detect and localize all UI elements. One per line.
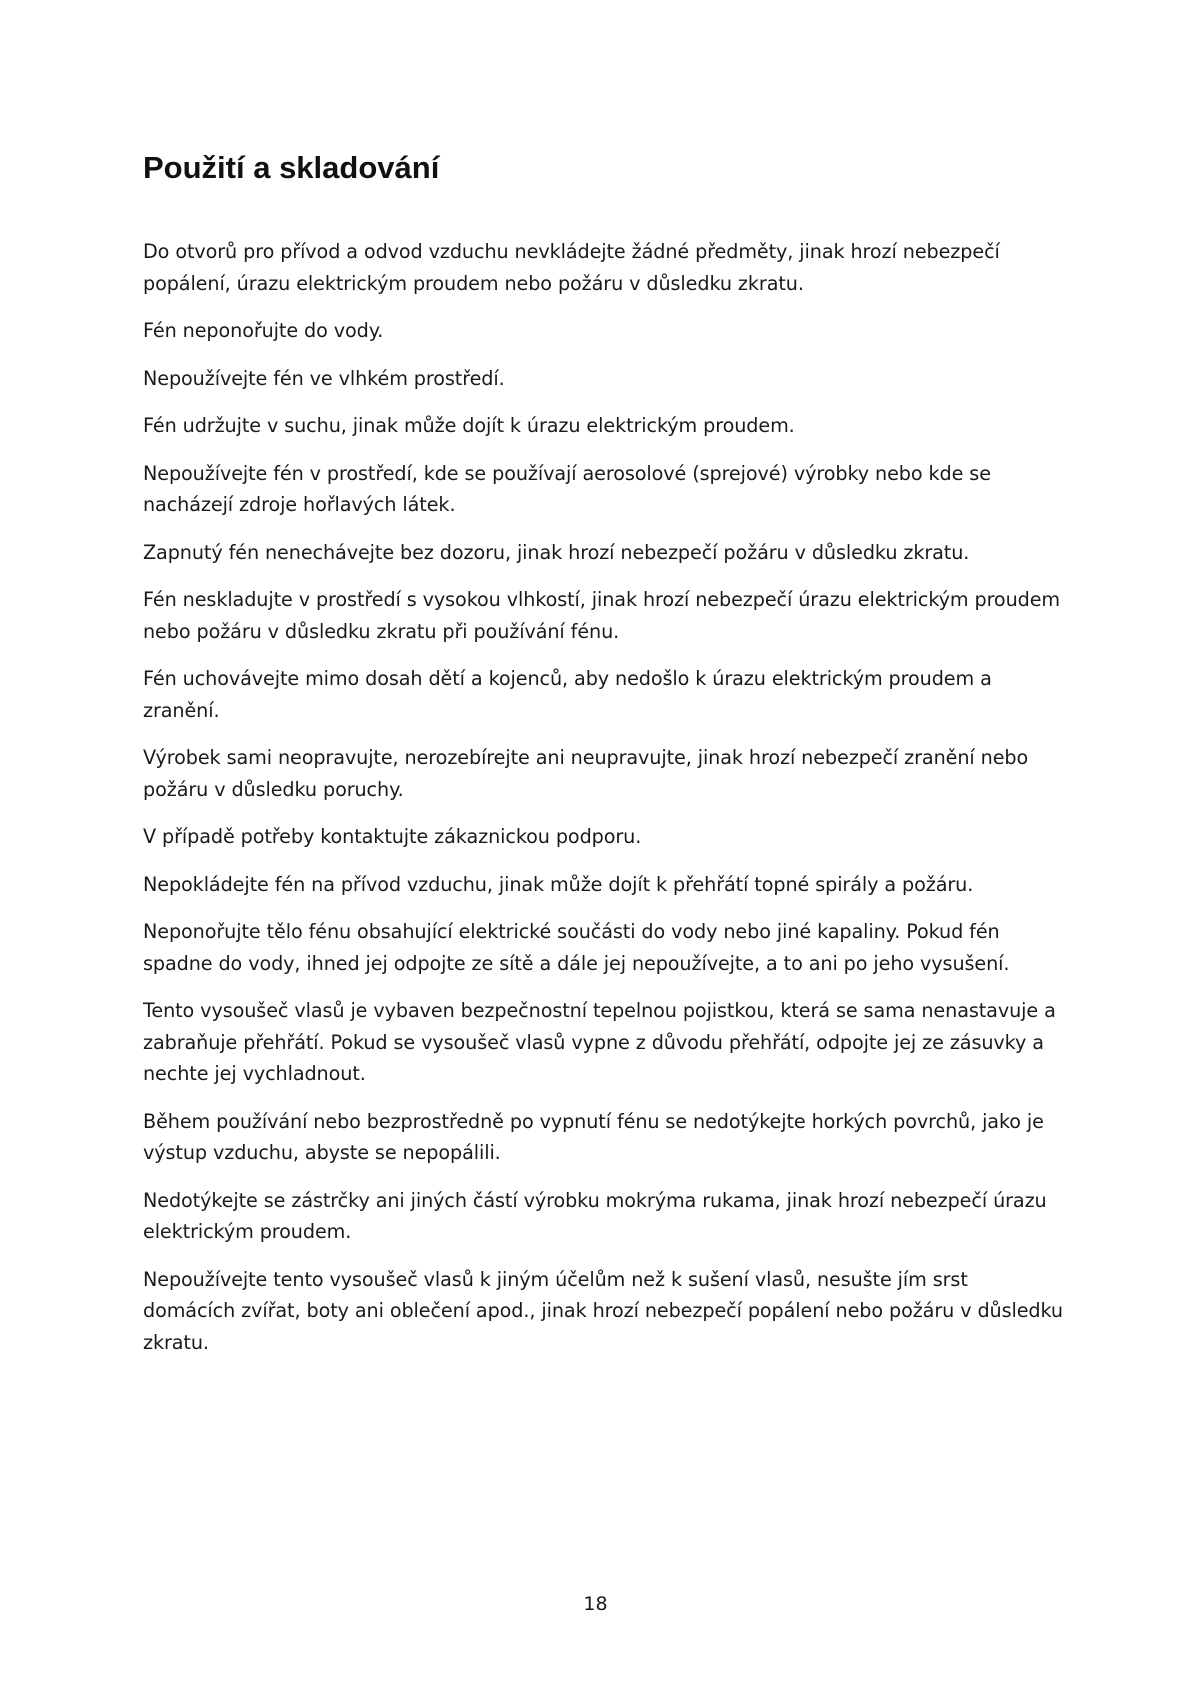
paragraph-unattended: Zapnutý fén nenechávejte bez dozoru, jinak hrozí nebezpečí požáru v důsledku zkratu. <box>143 540 970 564</box>
page-number: 18 <box>583 1593 608 1615</box>
paragraph-keep-dry: Fén udržujte v suchu, jinak může dojít k úrazu elektrickým proudem. <box>143 414 795 437</box>
paragraph-storage-humidity: Fén neskladujte v prostředí s vysokou vlhkostí, jinak hrozí nebezpečí úrazu elektrickým proudem nebo požáru v důsledku zkratu při používání fénu. <box>143 588 1061 643</box>
paragraph-aerosols: Nepoužívejte fén v prostředí, kde se používají aerosolové (sprejové) výrobky nebo kde se nacházejí zdroje hořlavých látek. <box>143 461 991 516</box>
paragraph-hot-surfaces: Během používání nebo bezprostředně po vypnutí fénu se nedotýkejte horkých povrchů, jako je výstup vzduchu, abyste se nepopálili. <box>143 1109 1044 1164</box>
page-content <box>143 150 1063 1374</box>
paragraph-air-openings: Do otvorů pro přívod a odvod vzduchu nevkládejte žádné předměty, jinak hrozí nebezpečí popálení, úrazu elektrickým proudem nebo požáru v důsledku zkratu. <box>143 240 1000 295</box>
paragraph-intended-use: Nepoužívejte tento vysoušeč vlasů k jiným účelům než k sušení vlasů, nesušte jím srst domácích zvířat, boty ani oblečení apod., jinak hrozí nebezpečí popálení nebo požáru v důsledku zkratu. <box>143 1267 1063 1354</box>
paragraph-no-repair: Výrobek sami neopravujte, nerozebírejte ani neupravujte, jinak hrozí nebezpečí zranění nebo požáru v důsledku poruchy. <box>143 746 1029 801</box>
paragraph-air-intake: Nepokládejte fén na přívod vzduchu, jinak může dojít k přehřátí topné spirály a požáru. <box>143 872 974 896</box>
paragraph-thermal-fuse: Tento vysoušeč vlasů je vybaven bezpečnostní tepelnou pojistkou, která se sama nenastavuje a zabraňuje přehřátí. Pokud se vysoušeč vlasů vypne z důvodu přehřátí, odpojte jej ze zásuvky a nechte jej vychladnout. <box>143 999 1056 1085</box>
paragraph-support: V případě potřeby kontaktujte zákaznickou podporu. <box>143 825 642 848</box>
page-title: Použití a skladování <box>143 150 440 185</box>
paragraph-wet-hands: Nedotýkejte se zástrčky ani jiných částí výrobku mokrýma rukama, jinak hrozí nebezpečí úrazu elektrickým proudem. <box>143 1188 1047 1243</box>
paragraph-immersion: Neponořujte tělo fénu obsahující elektrické součásti do vody nebo jiné kapaliny. Pokud fén spadne do vody, ihned jej odpojte ze sítě a dále jej nepoužívejte, a to ani po jeho vysušení. <box>143 920 1010 975</box>
paragraph-children: Fén uchovávejte mimo dosah dětí a kojenců, aby nedošlo k úrazu elektrickým proudem a zranění. <box>143 667 992 722</box>
paragraph-humid-environment: Nepoužívejte fén ve vlhkém prostředí. <box>143 366 505 390</box>
paragraph-no-water: Fén neponořujte do vody. <box>143 319 384 342</box>
